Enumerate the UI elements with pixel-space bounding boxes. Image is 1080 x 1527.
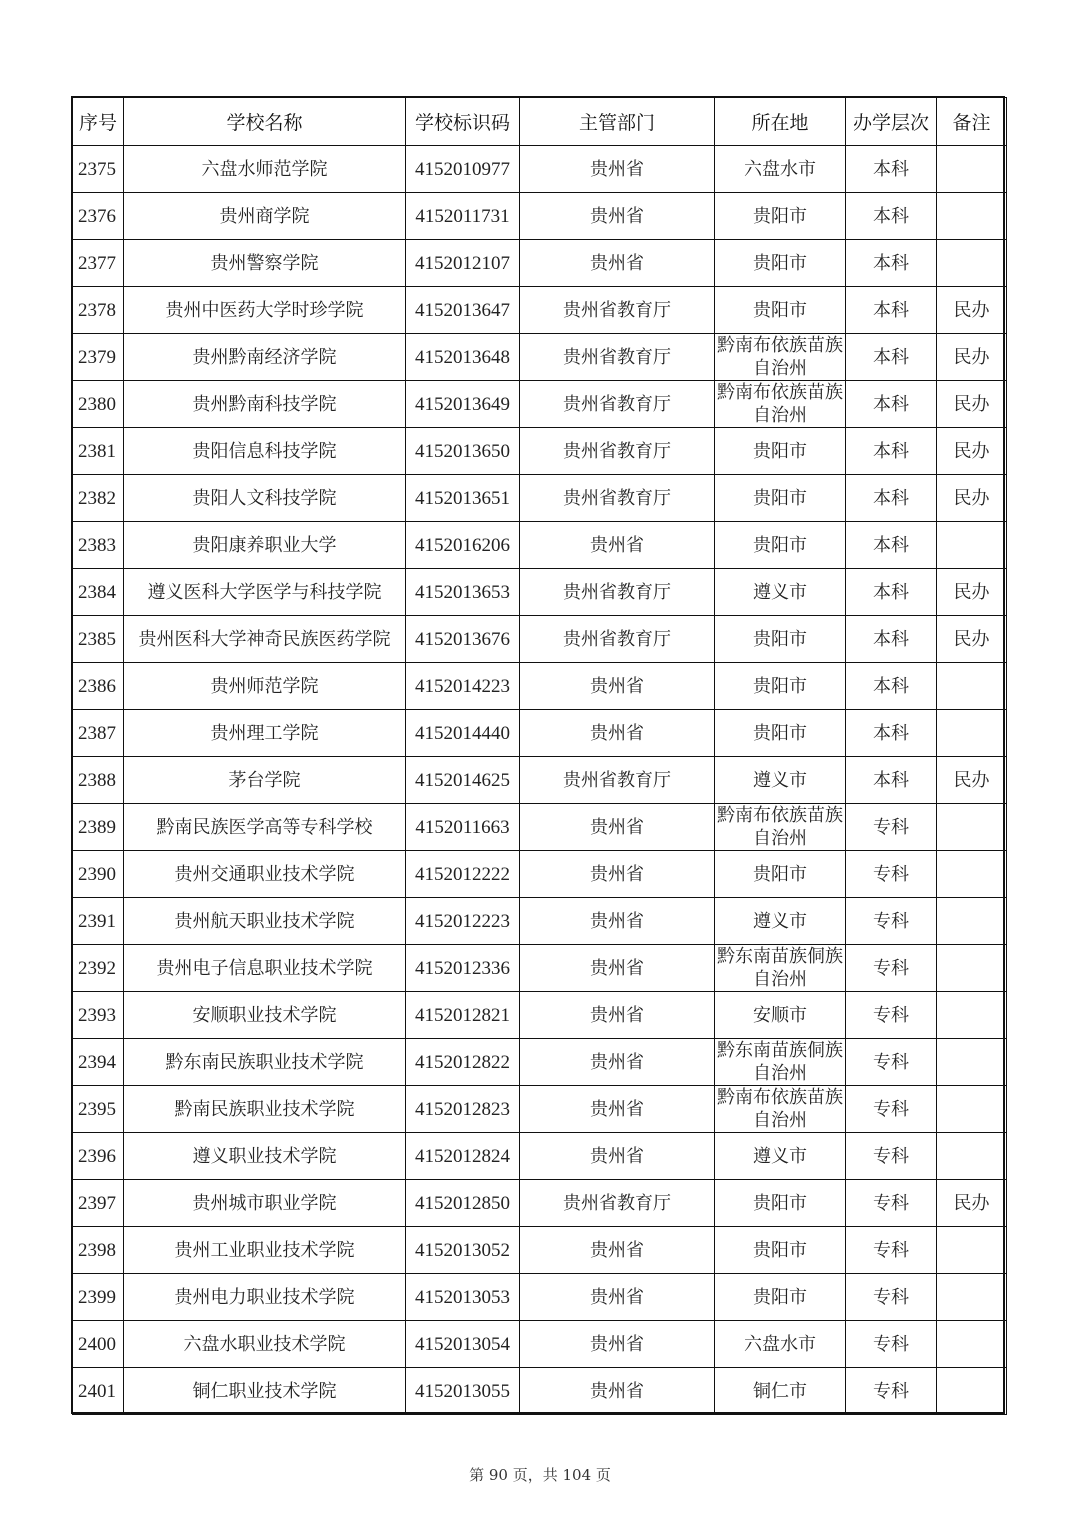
cell-note: 民办 — [937, 287, 1007, 334]
cell-school-code: 4152012821 — [406, 992, 520, 1039]
header-cell: 序号 — [73, 98, 124, 146]
cell-department: 贵州省 — [520, 663, 715, 710]
cell-department: 贵州省教育厅 — [520, 287, 715, 334]
cell-serial: 2398 — [73, 1227, 124, 1274]
cell-note — [937, 1227, 1007, 1274]
cell-school-name: 黔南民族职业技术学院 — [124, 1086, 406, 1133]
cell-location: 遵义市 — [715, 1133, 846, 1180]
cell-school-code: 4152012822 — [406, 1039, 520, 1086]
cell-department: 贵州省 — [520, 146, 715, 193]
cell-school-code: 4152010977 — [406, 146, 520, 193]
cell-serial: 2380 — [73, 381, 124, 428]
cell-department: 贵州省教育厅 — [520, 475, 715, 522]
cell-level: 专科 — [846, 1133, 937, 1180]
cell-school-name: 贵州黔南科技学院 — [124, 381, 406, 428]
cell-school-code: 4152013649 — [406, 381, 520, 428]
cell-serial: 2382 — [73, 475, 124, 522]
cell-school-code: 4152012336 — [406, 945, 520, 992]
cell-department: 贵州省 — [520, 1274, 715, 1321]
cell-department: 贵州省教育厅 — [520, 616, 715, 663]
cell-location: 遵义市 — [715, 898, 846, 945]
cell-school-name: 遵义医科大学医学与科技学院 — [124, 569, 406, 616]
cell-location: 黔南布依族苗族自治州 — [715, 334, 846, 381]
cell-school-name: 贵阳人文科技学院 — [124, 475, 406, 522]
cell-level: 本科 — [846, 240, 937, 287]
cell-school-code: 4152011731 — [406, 193, 520, 240]
cell-serial: 2393 — [73, 992, 124, 1039]
table-row — [73, 1368, 1007, 1415]
cell-school-code: 4152014625 — [406, 757, 520, 804]
cell-school-code: 4152013647 — [406, 287, 520, 334]
cell-note — [937, 663, 1007, 710]
cell-department: 贵州省 — [520, 1368, 715, 1415]
cell-serial: 2383 — [73, 522, 124, 569]
cell-level: 本科 — [846, 757, 937, 804]
cell-location: 黔南布依族苗族自治州 — [715, 1086, 846, 1133]
cell-school-name: 贵州中医药大学时珍学院 — [124, 287, 406, 334]
cell-school-name: 茅台学院 — [124, 757, 406, 804]
cell-school-code: 4152012107 — [406, 240, 520, 287]
cell-location: 贵阳市 — [715, 1274, 846, 1321]
cell-location: 六盘水市 — [715, 1321, 846, 1368]
cell-school-code: 4152012823 — [406, 1086, 520, 1133]
cell-note: 民办 — [937, 381, 1007, 428]
cell-note — [937, 1133, 1007, 1180]
cell-serial: 2399 — [73, 1274, 124, 1321]
cell-school-name: 贵州商学院 — [124, 193, 406, 240]
cell-school-code: 4152013055 — [406, 1368, 520, 1415]
cell-serial: 2388 — [73, 757, 124, 804]
cell-school-name: 遵义职业技术学院 — [124, 1133, 406, 1180]
cell-school-name: 贵州电子信息职业技术学院 — [124, 945, 406, 992]
cell-level: 本科 — [846, 522, 937, 569]
cell-department: 贵州省 — [520, 898, 715, 945]
cell-level: 本科 — [846, 569, 937, 616]
cell-note: 民办 — [937, 1180, 1007, 1227]
cell-serial: 2396 — [73, 1133, 124, 1180]
cell-school-name: 贵州电力职业技术学院 — [124, 1274, 406, 1321]
cell-school-name: 贵州警察学院 — [124, 240, 406, 287]
cell-note — [937, 1321, 1007, 1368]
cell-note — [937, 146, 1007, 193]
table-row — [73, 475, 1007, 522]
cell-level: 专科 — [846, 1086, 937, 1133]
cell-school-name: 六盘水师范学院 — [124, 146, 406, 193]
cell-location: 安顺市 — [715, 992, 846, 1039]
cell-school-code: 4152011663 — [406, 804, 520, 851]
table-row — [73, 381, 1007, 428]
cell-note — [937, 898, 1007, 945]
cell-school-code: 4152013651 — [406, 475, 520, 522]
table-row — [73, 710, 1007, 757]
page-footer: 第 90 页，共 104 页 — [469, 1466, 611, 1484]
table-row — [73, 898, 1007, 945]
cell-level: 专科 — [846, 945, 937, 992]
cell-level: 本科 — [846, 475, 937, 522]
cell-department: 贵州省 — [520, 1039, 715, 1086]
cell-level: 本科 — [846, 663, 937, 710]
cell-department: 贵州省 — [520, 710, 715, 757]
cell-school-code: 4152013054 — [406, 1321, 520, 1368]
cell-school-name: 铜仁职业技术学院 — [124, 1368, 406, 1415]
cell-level: 专科 — [846, 1321, 937, 1368]
cell-department: 贵州省 — [520, 992, 715, 1039]
table-row — [73, 851, 1007, 898]
cell-level: 专科 — [846, 1368, 937, 1415]
cell-department: 贵州省教育厅 — [520, 569, 715, 616]
header-row — [73, 98, 1007, 146]
cell-department: 贵州省 — [520, 1133, 715, 1180]
cell-location: 遵义市 — [715, 569, 846, 616]
cell-school-code: 4152012824 — [406, 1133, 520, 1180]
cell-location: 贵阳市 — [715, 287, 846, 334]
cell-level: 本科 — [846, 381, 937, 428]
cell-school-name: 黔南民族医学高等专科学校 — [124, 804, 406, 851]
table-row — [73, 522, 1007, 569]
table-row — [73, 1086, 1007, 1133]
cell-department: 贵州省 — [520, 851, 715, 898]
cell-serial: 2394 — [73, 1039, 124, 1086]
cell-note: 民办 — [937, 428, 1007, 475]
cell-note: 民办 — [937, 334, 1007, 381]
cell-serial: 2379 — [73, 334, 124, 381]
cell-school-name: 贵州城市职业学院 — [124, 1180, 406, 1227]
cell-note: 民办 — [937, 475, 1007, 522]
cell-school-code: 4152013676 — [406, 616, 520, 663]
cell-serial: 2384 — [73, 569, 124, 616]
cell-level: 专科 — [846, 1274, 937, 1321]
table-row — [73, 757, 1007, 804]
cell-level: 本科 — [846, 146, 937, 193]
cell-location: 黔南布依族苗族自治州 — [715, 804, 846, 851]
cell-school-code: 4152012222 — [406, 851, 520, 898]
table-row — [73, 193, 1007, 240]
cell-serial: 2386 — [73, 663, 124, 710]
cell-department: 贵州省教育厅 — [520, 334, 715, 381]
cell-department: 贵州省教育厅 — [520, 381, 715, 428]
cell-school-name: 贵阳康养职业大学 — [124, 522, 406, 569]
cell-serial: 2381 — [73, 428, 124, 475]
cell-school-name: 贵州航天职业技术学院 — [124, 898, 406, 945]
cell-school-code: 4152013052 — [406, 1227, 520, 1274]
cell-serial: 2385 — [73, 616, 124, 663]
cell-school-name: 贵州交通职业技术学院 — [124, 851, 406, 898]
table-row — [73, 1274, 1007, 1321]
cell-school-name: 贵州工业职业技术学院 — [124, 1227, 406, 1274]
cell-department: 贵州省 — [520, 1086, 715, 1133]
cell-note — [937, 522, 1007, 569]
table-header — [73, 98, 1007, 146]
cell-serial: 2378 — [73, 287, 124, 334]
cell-serial: 2400 — [73, 1321, 124, 1368]
cell-department: 贵州省 — [520, 1321, 715, 1368]
cell-level: 专科 — [846, 1039, 937, 1086]
cell-location: 贵阳市 — [715, 663, 846, 710]
cell-serial: 2390 — [73, 851, 124, 898]
cell-level: 本科 — [846, 428, 937, 475]
cell-level: 专科 — [846, 851, 937, 898]
cell-note — [937, 1039, 1007, 1086]
cell-serial: 2377 — [73, 240, 124, 287]
cell-department: 贵州省 — [520, 240, 715, 287]
cell-school-name: 贵州理工学院 — [124, 710, 406, 757]
cell-school-code: 4152012850 — [406, 1180, 520, 1227]
cell-level: 专科 — [846, 898, 937, 945]
cell-location: 贵阳市 — [715, 522, 846, 569]
cell-note — [937, 1086, 1007, 1133]
table-row — [73, 804, 1007, 851]
cell-level: 专科 — [846, 804, 937, 851]
table-body — [73, 146, 1007, 1415]
cell-serial: 2392 — [73, 945, 124, 992]
header-cell: 办学层次 — [846, 98, 937, 146]
cell-serial: 2387 — [73, 710, 124, 757]
cell-school-code: 4152016206 — [406, 522, 520, 569]
cell-location: 黔东南苗族侗族自治州 — [715, 945, 846, 992]
cell-serial: 2375 — [73, 146, 124, 193]
cell-note: 民办 — [937, 616, 1007, 663]
school-list-table — [72, 97, 1007, 1415]
cell-note — [937, 804, 1007, 851]
cell-location: 贵阳市 — [715, 428, 846, 475]
cell-serial: 2395 — [73, 1086, 124, 1133]
cell-school-name: 六盘水职业技术学院 — [124, 1321, 406, 1368]
cell-note — [937, 851, 1007, 898]
table-row — [73, 945, 1007, 992]
cell-school-name: 贵州师范学院 — [124, 663, 406, 710]
cell-school-name: 贵阳信息科技学院 — [124, 428, 406, 475]
cell-level: 专科 — [846, 1180, 937, 1227]
table-row — [73, 992, 1007, 1039]
cell-school-code: 4152014223 — [406, 663, 520, 710]
cell-school-name: 贵州黔南经济学院 — [124, 334, 406, 381]
table-row — [73, 1321, 1007, 1368]
cell-school-name: 黔东南民族职业技术学院 — [124, 1039, 406, 1086]
cell-location: 铜仁市 — [715, 1368, 846, 1415]
cell-note — [937, 945, 1007, 992]
cell-school-code: 4152013053 — [406, 1274, 520, 1321]
table-row — [73, 1039, 1007, 1086]
cell-department: 贵州省 — [520, 945, 715, 992]
cell-department: 贵州省 — [520, 1227, 715, 1274]
cell-note: 民办 — [937, 757, 1007, 804]
cell-serial: 2401 — [73, 1368, 124, 1415]
header-cell: 学校标识码 — [406, 98, 520, 146]
cell-location: 遵义市 — [715, 757, 846, 804]
cell-school-code: 4152012223 — [406, 898, 520, 945]
cell-level: 本科 — [846, 287, 937, 334]
cell-serial: 2376 — [73, 193, 124, 240]
table-row — [73, 287, 1007, 334]
cell-school-code: 4152014440 — [406, 710, 520, 757]
table-row — [73, 1227, 1007, 1274]
cell-location: 贵阳市 — [715, 851, 846, 898]
cell-serial: 2389 — [73, 804, 124, 851]
cell-location: 贵阳市 — [715, 1180, 846, 1227]
cell-department: 贵州省教育厅 — [520, 428, 715, 475]
cell-location: 贵阳市 — [715, 616, 846, 663]
cell-school-code: 4152013650 — [406, 428, 520, 475]
cell-level: 本科 — [846, 334, 937, 381]
cell-location: 贵阳市 — [715, 240, 846, 287]
table-row — [73, 1133, 1007, 1180]
cell-note — [937, 710, 1007, 757]
cell-level: 本科 — [846, 193, 937, 240]
cell-location: 贵阳市 — [715, 193, 846, 240]
cell-school-name: 贵州医科大学神奇民族医药学院 — [124, 616, 406, 663]
table-row — [73, 428, 1007, 475]
table-row — [73, 616, 1007, 663]
header-cell: 备注 — [937, 98, 1007, 146]
cell-serial: 2397 — [73, 1180, 124, 1227]
cell-school-name: 安顺职业技术学院 — [124, 992, 406, 1039]
table-row — [73, 146, 1007, 193]
header-cell: 主管部门 — [520, 98, 715, 146]
table-row — [73, 240, 1007, 287]
cell-note — [937, 240, 1007, 287]
cell-serial: 2391 — [73, 898, 124, 945]
header-cell: 所在地 — [715, 98, 846, 146]
cell-department: 贵州省教育厅 — [520, 757, 715, 804]
cell-note — [937, 1274, 1007, 1321]
cell-department: 贵州省 — [520, 522, 715, 569]
cell-department: 贵州省教育厅 — [520, 1180, 715, 1227]
cell-location: 六盘水市 — [715, 146, 846, 193]
cell-location: 黔东南苗族侗族自治州 — [715, 1039, 846, 1086]
cell-location: 黔南布依族苗族自治州 — [715, 381, 846, 428]
cell-note: 民办 — [937, 569, 1007, 616]
cell-note — [937, 1368, 1007, 1415]
cell-department: 贵州省 — [520, 804, 715, 851]
cell-level: 专科 — [846, 1227, 937, 1274]
table-row — [73, 663, 1007, 710]
cell-level: 本科 — [846, 616, 937, 663]
cell-location: 贵阳市 — [715, 710, 846, 757]
cell-level: 本科 — [846, 710, 937, 757]
cell-location: 贵阳市 — [715, 1227, 846, 1274]
table-row — [73, 334, 1007, 381]
cell-level: 专科 — [846, 992, 937, 1039]
cell-note — [937, 992, 1007, 1039]
cell-department: 贵州省 — [520, 193, 715, 240]
table-row — [73, 1180, 1007, 1227]
cell-school-code: 4152013653 — [406, 569, 520, 616]
cell-location: 贵阳市 — [715, 475, 846, 522]
cell-school-code: 4152013648 — [406, 334, 520, 381]
table-row — [73, 569, 1007, 616]
header-cell: 学校名称 — [124, 98, 406, 146]
cell-note — [937, 193, 1007, 240]
